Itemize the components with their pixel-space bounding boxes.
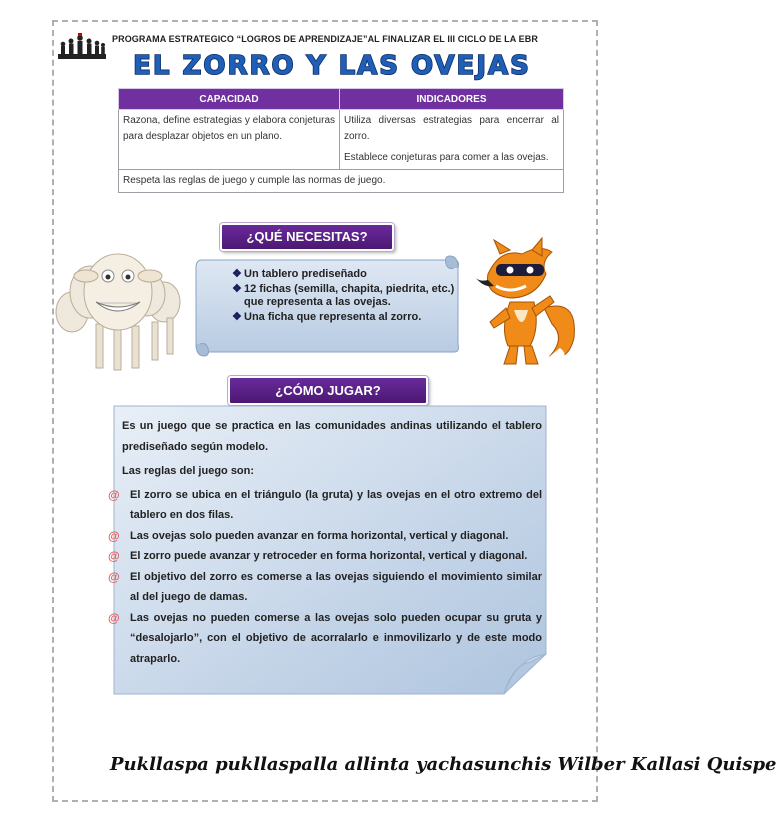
list-item: @ Las ovejas solo pueden avanzar en forma horizontal, vertical y diagonal. <box>108 526 542 547</box>
capacity-table <box>118 88 564 193</box>
howto-heading: ¿CÓMO JUGAR? <box>228 376 428 405</box>
fox-illustration <box>470 238 580 374</box>
diamond-bullet-icon: ❖ <box>232 282 242 295</box>
list-item: @ El objetivo del zorro es comerse a las ovejas siguiendo el movimiento similar al del juego de damas. <box>108 567 542 608</box>
indicator-item: Establece conjeturas para comer a las ovejas. <box>344 152 549 163</box>
indicadores-header: INDICADORES <box>340 89 564 110</box>
program-logo <box>58 32 106 60</box>
spiral-bullet-icon: @ <box>108 569 120 584</box>
capacidad-header: CAPACIDAD <box>119 89 340 110</box>
sheep-illustration <box>52 232 190 372</box>
list-item: @ El zorro puede avanzar y retroceder en forma horizontal, vertical y diagonal. <box>108 546 542 567</box>
howto-content <box>108 416 542 669</box>
list-item: @ El zorro se ubica en el triángulo (la gruta) y las ovejas en el otro extremo del tablero en dos filas. <box>108 485 542 526</box>
list-item: ❖ 12 fichas (semilla, chapita, piedrita, etc.) que representa a las ovejas. <box>232 282 455 308</box>
list-item: ❖ Un tablero prediseñado <box>232 268 367 280</box>
howto-intro: Es un juego que se practica en las comunidades andinas utilizando el tablero prediseñado según modelo. <box>122 420 542 453</box>
needs-heading: ¿QUÉ NECESITAS? <box>220 223 394 251</box>
spiral-bullet-icon: @ <box>108 549 120 563</box>
list-item: @ Las ovejas no pueden comerse a las ovejas solo pueden ocupar su gruta y “desalojarlo”, con el objetivo de acorralarlo e inmovilizarlo y de este modo atraparlo. <box>108 608 542 670</box>
needs-list <box>232 268 456 325</box>
spiral-bullet-icon: @ <box>108 528 120 543</box>
indicator-item: Utiliza diversas estrategias para encerrar al zorro. <box>344 115 559 142</box>
list-item: ❖ Una ficha que representa al zorro. <box>232 310 422 323</box>
footer-signature: Pukllaspa pukllaspalla allinta yachasunchis Wilber Kallasi Quispe <box>110 754 777 775</box>
indicadores-cell <box>340 110 564 170</box>
rules-list <box>108 485 542 670</box>
diamond-bullet-icon: ❖ <box>232 268 242 280</box>
capacidad-cell: Razona, define estrategias y elabora conjeturas para desplazar objetos en un plano. <box>119 110 340 170</box>
diamond-bullet-icon: ❖ <box>232 310 242 323</box>
rules-title: Las reglas del juego son: <box>122 465 255 477</box>
program-header: PROGRAMA ESTRATEGICO “LOGROS DE APRENDIZAJE”AL FINALIZAR EL III CICLO DE LA EBR <box>112 34 538 44</box>
norms-row: Respeta las reglas de juego y cumple las normas de juego. <box>119 170 564 193</box>
spiral-bullet-icon: @ <box>108 610 120 625</box>
spiral-bullet-icon: @ <box>108 487 120 502</box>
page-title <box>112 48 552 82</box>
page-title-text: EL ZORRO Y LAS OVEJAS <box>133 51 531 81</box>
